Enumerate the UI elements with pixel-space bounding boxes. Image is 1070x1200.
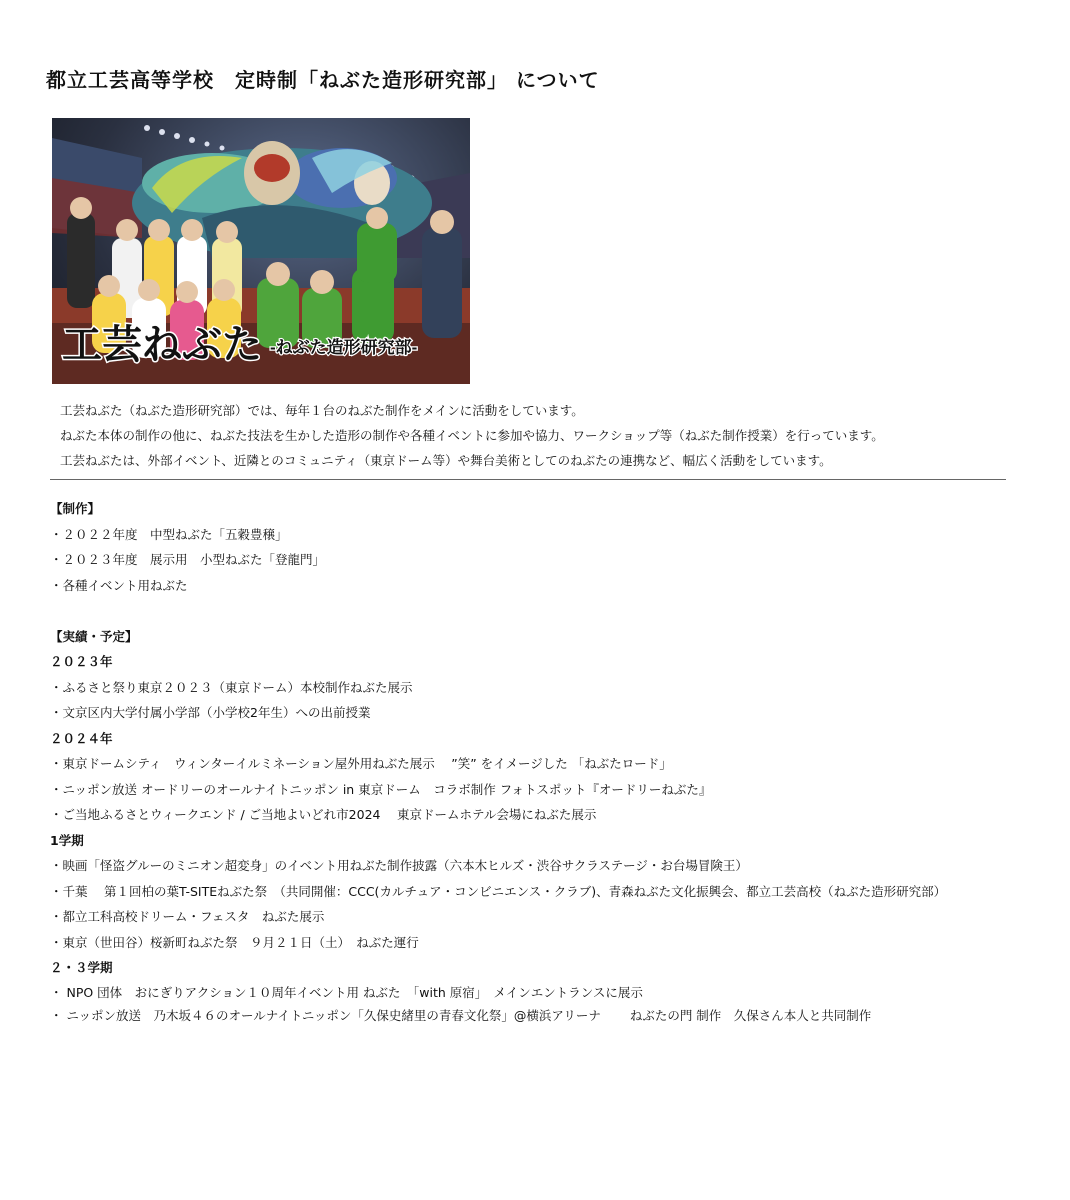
- list-item: ・都立工科高校ドリーム・フェスタ ねぶた展示: [50, 909, 325, 924]
- intro-line: 工芸ねぶたは、外部イベント、近隣とのコミュニティ（東京ドーム等）や舞台美術としてのねぶたの連携など、幅広く活動をしています。: [60, 453, 832, 468]
- list-item: ・ ニッポン放送 乃木坂４６のオールナイトニッポン「久保史緒里の青春文化祭」@横浜アリーナ ねぶたの門 制作 久保さん本人と共同制作: [50, 1007, 872, 1023]
- list-item: ・ニッポン放送 オードリーのオールナイトニッポン in 東京ドーム コラボ制作 フォトスポット『オードリーねぶた』: [50, 781, 712, 797]
- list-item: ・映画「怪盗グルーのミニオン超変身」のイベント用ねぶた制作披露（六本木ヒルズ・渋谷サクラステージ・お台場冒険王）: [50, 858, 748, 873]
- list-item: ・各種イベント用ねぶた: [50, 577, 188, 593]
- spacer: [50, 598, 1060, 624]
- list-item: ・２０２２年度 中型ねぶた「五穀豊穣」: [50, 526, 288, 542]
- year-heading-2024: ２０２４年: [50, 730, 113, 746]
- intro-text: [60, 398, 884, 473]
- club-photo: [52, 118, 470, 384]
- page-title: 都立工芸高等学校 定時制「ねぶた造形研究部」 について: [46, 68, 600, 92]
- list-item: ・千葉 第１回柏の葉T-SITEねぶた祭 （共同開催：CCC(カルチュア・コンビニエンス・クラブ)、青森ねぶた文化振興会、都立工芸高校（ねぶた造形研究部）: [50, 883, 947, 899]
- list-item: ・東京（世田谷）桜新町ねぶた祭 ９月２１日（土） ねぶた運行: [50, 934, 419, 950]
- term1-heading: 1学期: [50, 832, 84, 848]
- list-item: ・文京区内大学付属小学部（小学校2年生）への出前授業: [50, 705, 371, 720]
- intro-line: 工芸ねぶた（ねぶた造形研究部）では、毎年１台のねぶた制作をメインに活動をしています。: [60, 403, 584, 418]
- term23-heading: ２・３学期: [50, 960, 113, 975]
- intro-line: ねぶた本体の制作の他に、ねぶた技法を生かした造形の制作や各種イベントに参加や協力、ワークショップ等（ねぶた制作授業）を行っています。: [60, 428, 884, 443]
- production-heading: 【制作】: [50, 501, 101, 516]
- divider: [50, 479, 1006, 480]
- record-heading: 【実績・予定】: [50, 628, 138, 644]
- year-heading-2023: ２０２３年: [50, 654, 113, 669]
- activity-list: [50, 496, 1060, 1027]
- photo-logo-main: 工芸ねぶた: [62, 323, 262, 367]
- list-item: ・ NPO 団体 おにぎりアクション１０周年イベント用 ねぶた 「with 原宿」 メインエントランスに展示: [50, 984, 643, 1000]
- list-item: ・ふるさと祭り東京２０２３（東京ドーム）本校制作ねぶた展示: [50, 679, 413, 695]
- list-item: ・ご当地ふるさとウィークエンド / ご当地よいどれ市2024 東京ドームホテル会場にねぶた展示: [50, 807, 597, 822]
- photo-logo-sub: -ねぶた造形研究部-: [270, 338, 418, 357]
- list-item: ・２０２３年度 展示用 小型ねぶた「登龍門」: [50, 552, 326, 567]
- list-item: ・東京ドームシティ ウィンターイルミネーション屋外用ねぶた展示 ”笑” をイメージした 「ねぶたロード」: [50, 756, 672, 771]
